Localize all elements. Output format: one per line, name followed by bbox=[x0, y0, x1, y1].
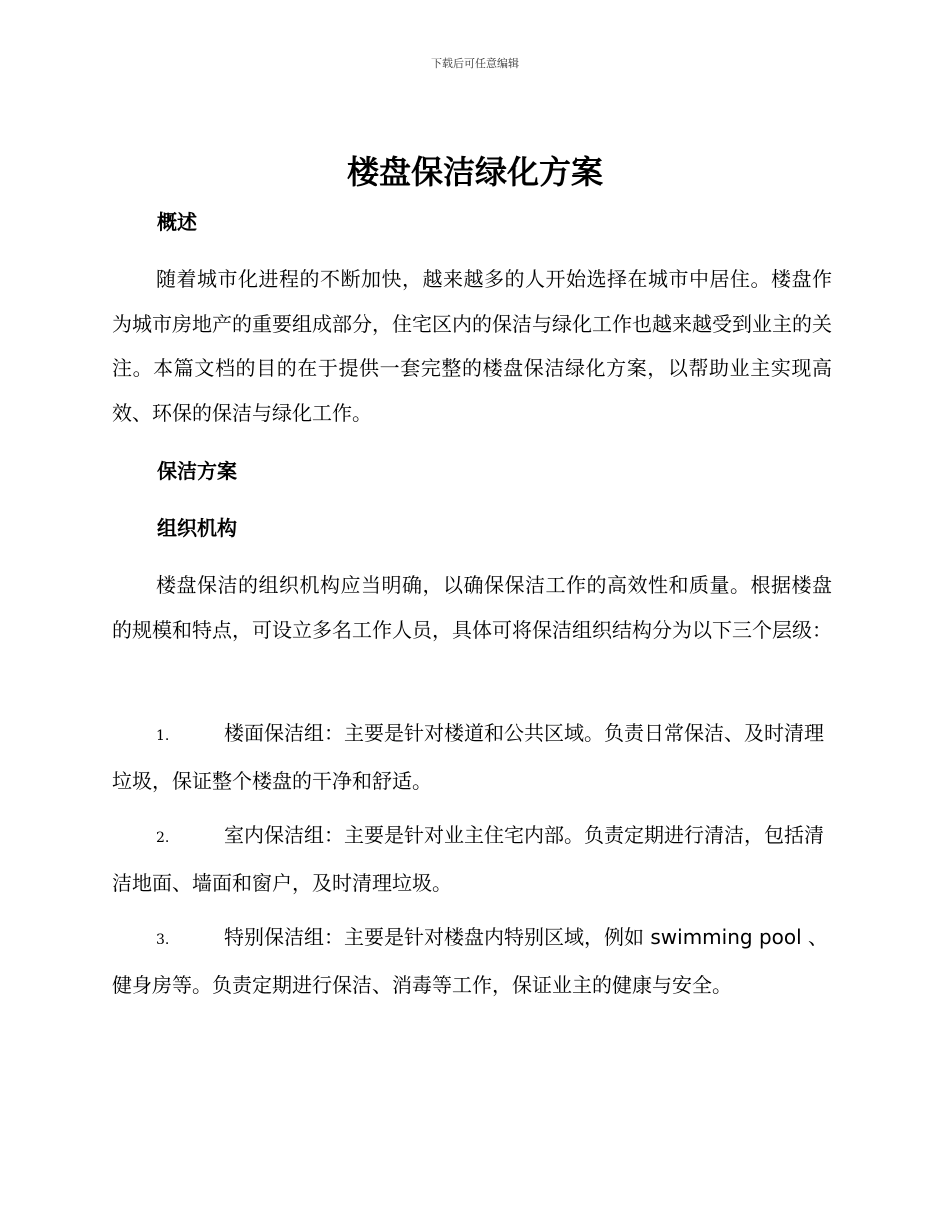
section-heading-overview: 概述 bbox=[157, 210, 197, 234]
list-item bbox=[112, 915, 832, 1007]
list-item-number: 3. bbox=[156, 932, 170, 948]
list-item bbox=[112, 813, 832, 905]
list-item-text: 室内保洁组：主要是针对业主住宅内部。负责定期进行清洁，包括清洁地面、墙面和窗户，及时清理垃圾。 bbox=[112, 823, 824, 895]
list-item-text: 特别保洁组：主要是针对楼盘内特别区域，例如 swimming pool 、健身房等。负责定期进行保洁、消毒等工作，保证业主的健康与安全。 bbox=[112, 925, 829, 997]
list-item bbox=[112, 711, 832, 803]
overview-paragraph: 随着城市化进程的不断加快，越来越多的人开始选择在城市中居住。楼盘作为城市房地产的重要组成部分，住宅区内的保洁与绿化工作也越来越受到业主的关注。本篇文档的目的在于提供一套完整的楼盘保洁绿化方案，以帮助业主实现高效、环保的保洁与绿化工作。 bbox=[112, 267, 832, 425]
organization-paragraph: 楼盘保洁的组织机构应当明确，以确保保洁工作的高效性和质量。根据楼盘的规模和特点，可设立多名工作人员，具体可将保洁组织结构分为以下三个层级： bbox=[112, 573, 832, 642]
list-item-text: 楼面保洁组：主要是针对楼道和公共区域。负责日常保洁、及时清理垃圾，保证整个楼盘的干净和舒适。 bbox=[112, 721, 824, 793]
section-heading-cleaning: 保洁方案 bbox=[157, 459, 237, 483]
list-item-number: 2. bbox=[156, 830, 170, 846]
header-note: 下载后可任意编辑 bbox=[431, 57, 519, 70]
list-item-number: 1. bbox=[156, 728, 170, 744]
page-title: 楼盘保洁绿化方案 bbox=[346, 153, 603, 191]
section-heading-organization: 组织机构 bbox=[157, 516, 237, 540]
